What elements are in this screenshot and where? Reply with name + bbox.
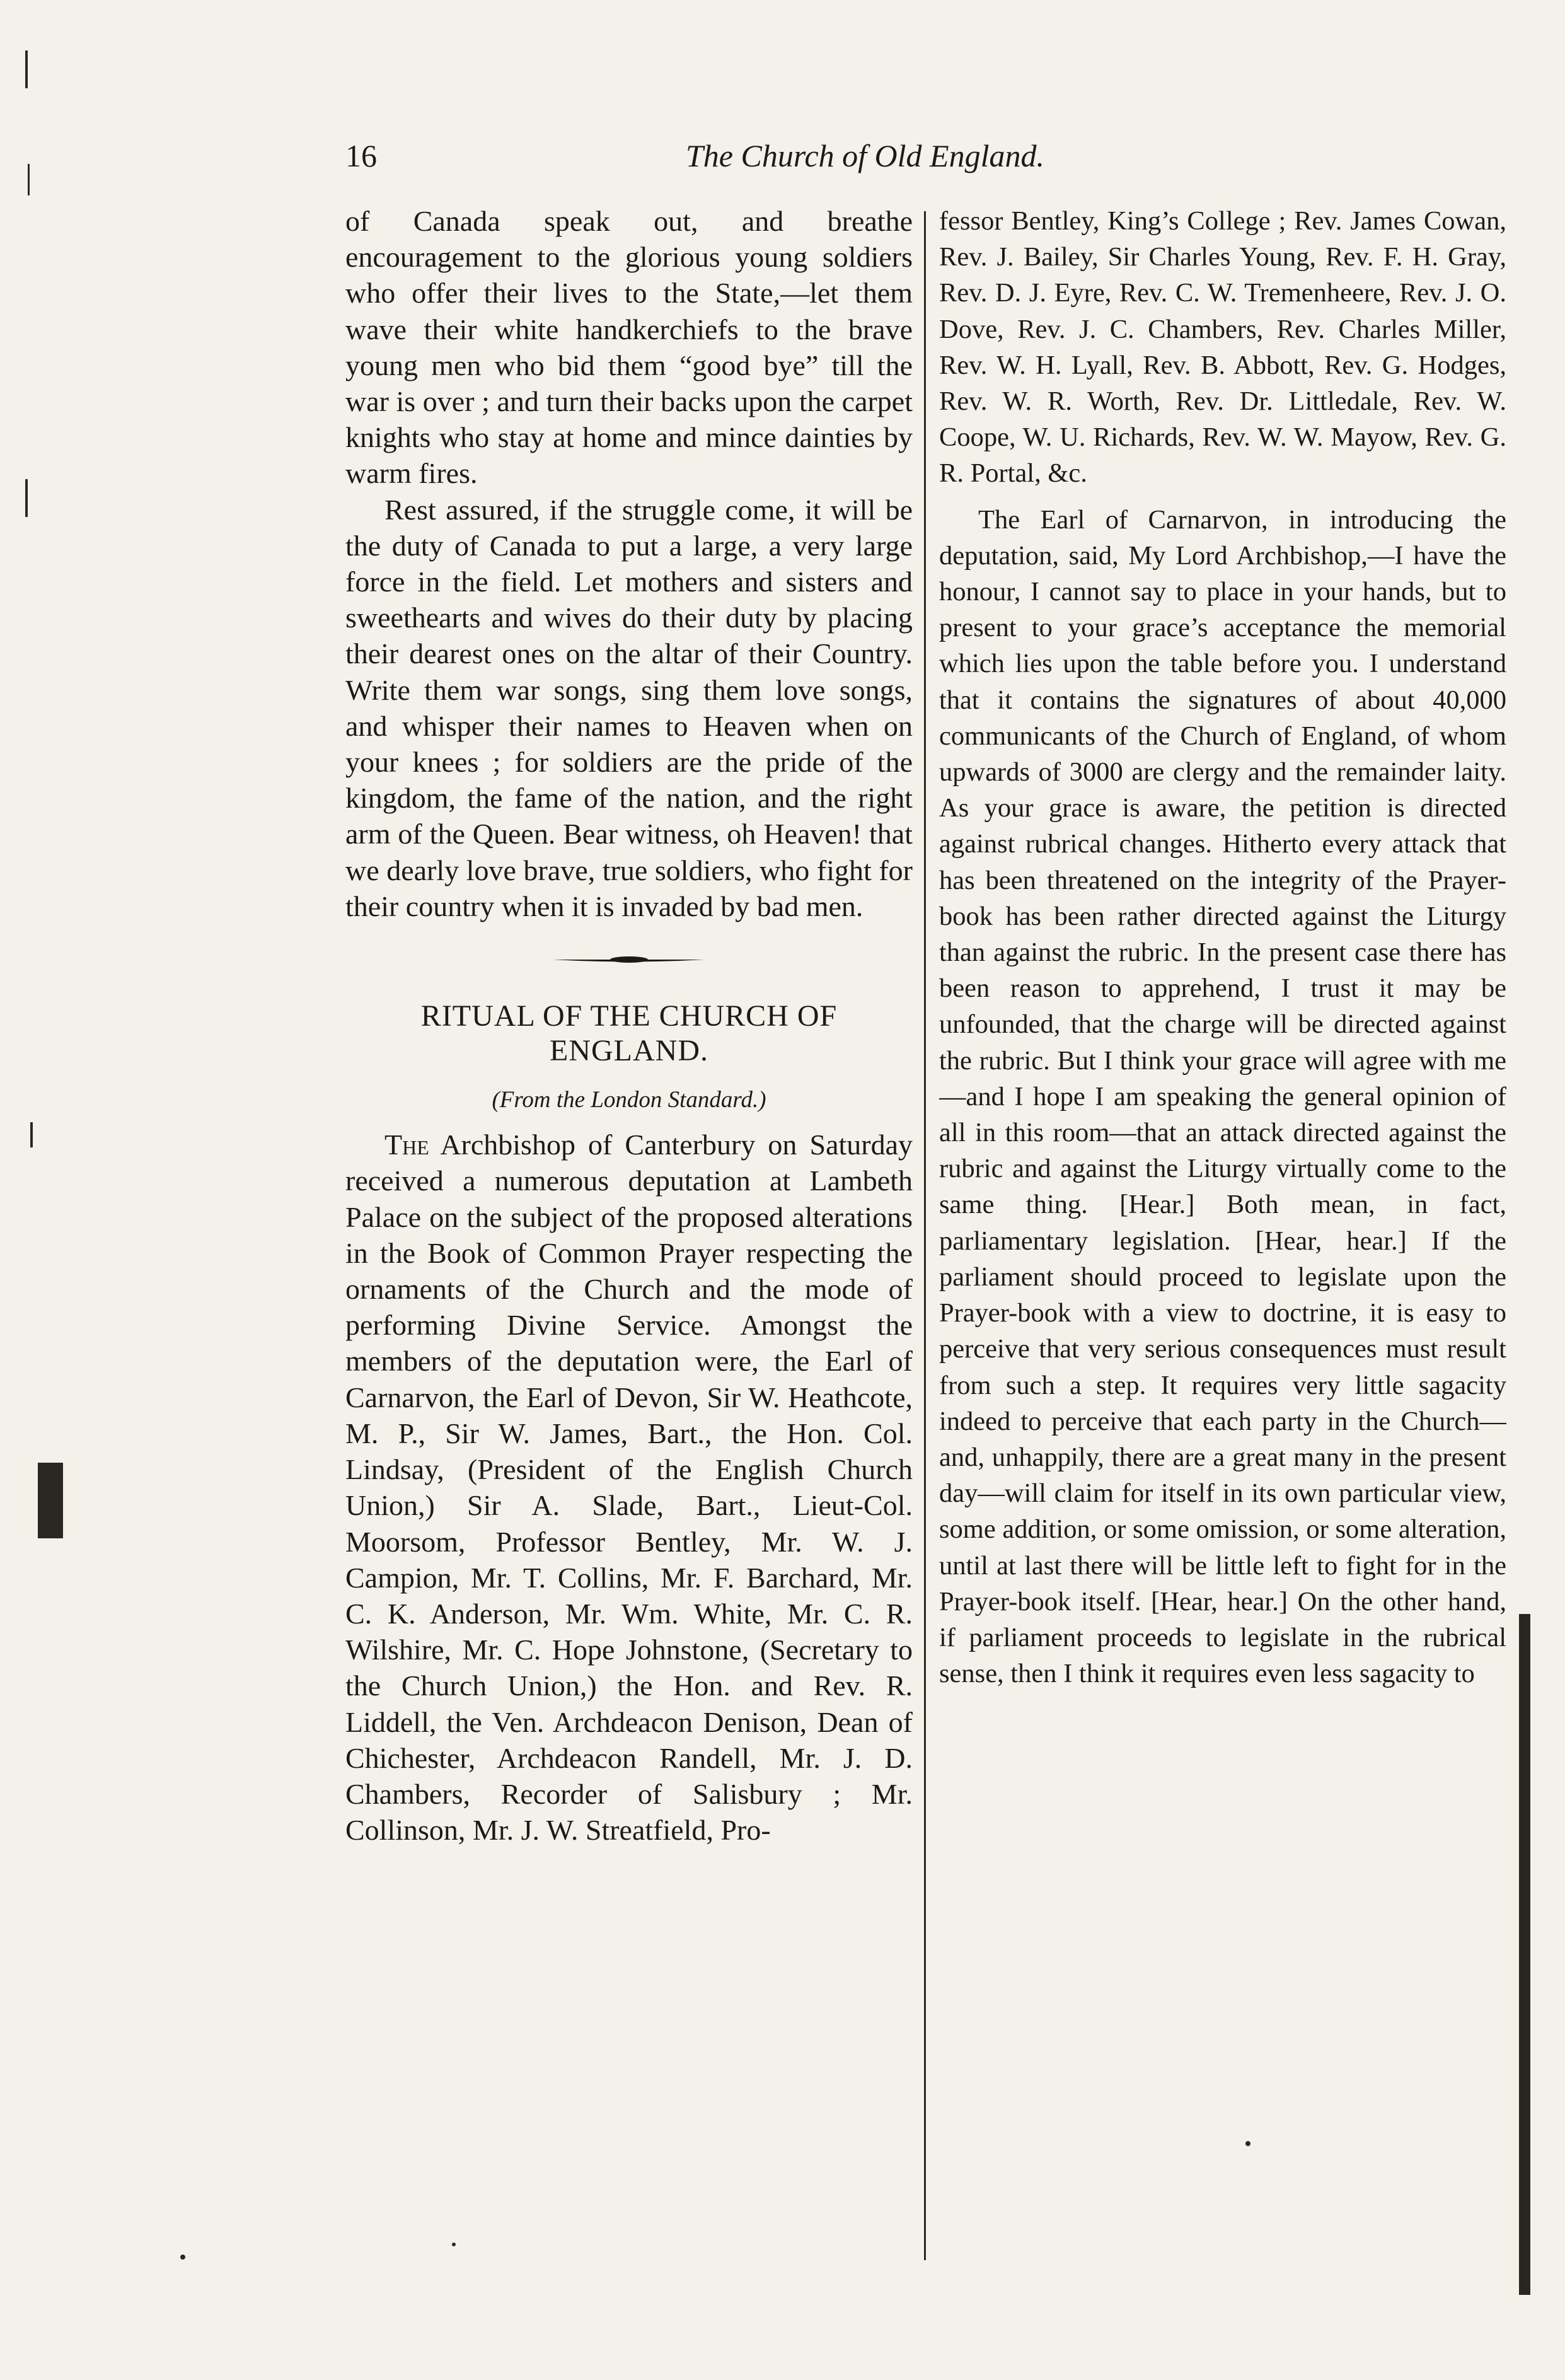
page-header — [345, 137, 1165, 182]
left-paragraph-1: of Canada speak out, and breathe encouragement to the glorious young soldiers who offer their lives to the State,—let them wave their white handkerchiefs to the brave young men who bid them “good bye” till the war is over ; and turn their backs upon the carpet knights who stay at home and mince dainties by warm fires. — [345, 205, 913, 490]
section-divider-ornament — [553, 953, 705, 966]
page-number: 16 — [345, 138, 377, 173]
right-column — [939, 203, 1506, 2271]
column-divider — [924, 211, 926, 2260]
left-column — [345, 203, 913, 2271]
section-title: RITUAL OF THE CHURCH OF ENGLAND. — [420, 999, 838, 1068]
paragraph-lead-word: The — [384, 1129, 429, 1161]
right-paragraph-2: The Earl of Carnarvon, in introducing the deputation, said, My Lord Archbishop,—I have the honour, I cannot say to place in your hands, but to present to your grace’s acceptance the memorial which lies upon the table before you. I understand that it contains the signatures of about 40,000 communicants of the Church of England, of whom upwards of 3000 are clergy and the remainder laity. As your grace is aware, the petition is directed against rubrical changes. Hitherto every attack that has been threatened on the integrity of the Prayer-book has been rather directed against the Liturgy than against the rubric. In the present case there has been reason to apprehend, I trust it may be unfounded, that the charge will be directed against the rubric. But I think your grace will agree with me—and I hope I am speaking the general opinion of all in this room—that an attack directed against the rubric and against the Liturgy virtually come to the same thing. [Hear.] Both mean, in fact, parliamentary legislation. [Hear, hear.] If the parliament should proceed to legislate upon the Prayer-book with a view to doctrine, it is easy to perceive that very serious consequences must result from such a step. It requires very little sagacity indeed to perceive that each party in the Church—and, unhappily, there are a great many in the present day—will claim for itself in its own particular view, some addition, or some omission, or some alteration, until at last there will be little left to fight for in the Prayer-book itself. [Hear, hear.] On the other hand, if parliament proceeds to legislate in the rubrical sense, then I think it requires even less sagacity to — [939, 504, 1506, 1689]
source-attribution: (From the London Standard.) — [492, 1087, 766, 1113]
left-paragraph-3: Archbishop of Canterbury on Saturday received a numerous deputation at Lambeth Palace on the subject of the proposed alterations in the Book of Common Prayer respecting the ornaments of the Church and the mode of performing Divine Service. Amongst the members of the deputation were, the Earl of Carnarvon, the Earl of Devon, Sir W. Heathcote, M. P., Sir W. James, Bart., the Hon. Col. Lindsay, (President of the English Church Union,) Sir A. Slade, Bart., Lieut-Col. Moorsom, Professor Bentley, Mr. W. J. Campion, Mr. T. Collins, Mr. F. Barchard, Mr. C. K. Anderson, Mr. Wm. White, Mr. C. R. Wilshire, Mr. C. Hope Johnstone, (Secretary to the Church Union,) the Hon. and Rev. R. Liddell, the Ven. Archdeacon Denison, Dean of Chichester, Archdeacon Randell, Mr. J. D. Chambers, Recorder of Salisbury ; Mr. Collinson, Mr. J. W. Streatfield, Pro- — [345, 1129, 913, 1847]
left-paragraph-2: Rest assured, if the struggle come, it will be the duty of Canada to put a large, a very large force in the field. Let mothers and sisters and sweethearts and wives do their duty by placing their dearest ones on the altar of their Country. Write them war songs, sing them love songs, and whisper their names to Heaven when on your knees ; for soldiers are the pride of the kingdom, the fame of the nation, and the right arm of the Queen. Bear witness, oh Heaven! that we dearly love brave, true soldiers, who fight for their country when it is invaded by bad men. — [345, 493, 913, 922]
right-paragraph-1: fessor Bentley, King’s College ; Rev. James Cowan, Rev. J. Bailey, Sir Charles Young, Rev. F. H. Gray, Rev. D. J. Eyre, Rev. C. W. Tremenheere, Rev. J. O. Dove, Rev. J. C. Chambers, Rev. Charles Miller, Rev. W. H. Lyall, Rev. B. Abbott, Rev. G. Hodges, Rev. W. R. Worth, Rev. Dr. Littledale, Rev. W. Coope, W. U. Richards, Rev. W. W. Mayow, Rev. G. R. Portal, &c. — [939, 206, 1506, 489]
running-title: The Church of Old England. — [686, 138, 1044, 173]
